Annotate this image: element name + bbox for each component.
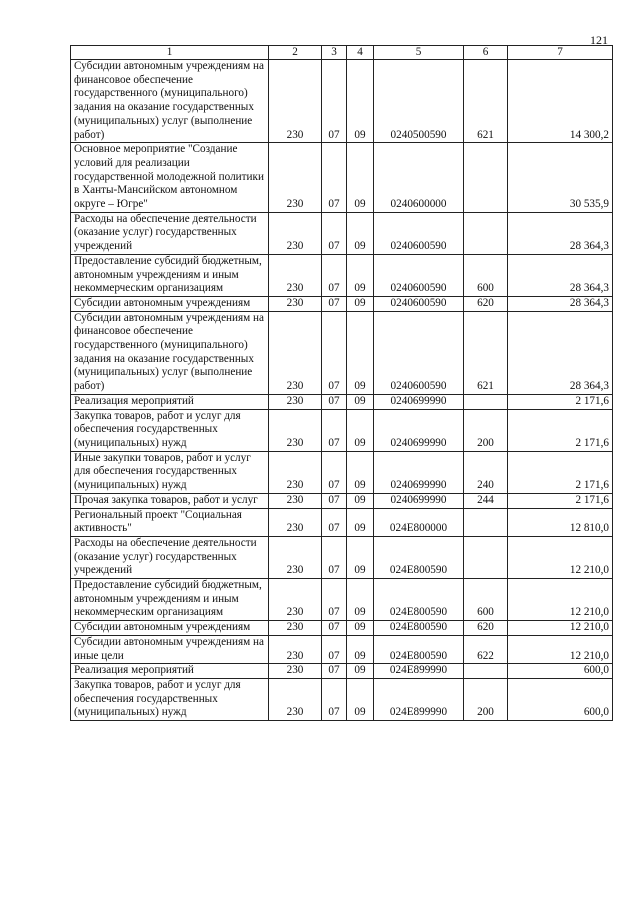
row-name-cell: Реализация мероприятий	[71, 664, 269, 679]
subsection-code-cell: 09	[347, 311, 374, 394]
expense-type-cell	[464, 508, 508, 536]
admin-code-cell: 230	[269, 678, 322, 720]
table-row	[71, 409, 613, 451]
subsection-code-cell: 09	[347, 678, 374, 720]
target-article-cell: 0240699990	[374, 394, 464, 409]
expense-type-cell: 620	[464, 621, 508, 636]
subsection-code-cell: 09	[347, 394, 374, 409]
subsection-code-cell: 09	[347, 635, 374, 663]
section-code-cell: 07	[322, 409, 347, 451]
admin-code-cell: 230	[269, 394, 322, 409]
row-name-cell: Субсидии автономным учреждениям на финансовое обеспечение государственного (муниципального) задания на оказание государственных (муниципальных) услуг (выполнение работ)	[71, 60, 269, 143]
subsection-code-cell: 09	[347, 579, 374, 621]
expense-type-cell: 240	[464, 451, 508, 493]
section-code-cell: 07	[322, 394, 347, 409]
header-row	[71, 46, 613, 60]
header-col-4: 4	[347, 46, 374, 60]
row-name-cell: Субсидии автономным учреждениям	[71, 621, 269, 636]
subsection-code-cell: 09	[347, 212, 374, 254]
row-name-cell: Субсидии автономным учреждениям на финансовое обеспечение государственного (муниципального) задания на оказание государственных (муниципальных) услуг (выполнение работ)	[71, 311, 269, 394]
header-col-7: 7	[508, 46, 613, 60]
admin-code-cell: 230	[269, 621, 322, 636]
row-name-cell: Реализация мероприятий	[71, 394, 269, 409]
row-name-cell: Региональный проект "Социальная активность"	[71, 508, 269, 536]
target-article-cell: 0240600590	[374, 296, 464, 311]
expense-type-cell: 244	[464, 493, 508, 508]
table-row	[71, 60, 613, 143]
table-row	[71, 296, 613, 311]
row-name-cell: Расходы на обеспечение деятельности (оказание услуг) государственных учреждений	[71, 212, 269, 254]
table-row	[71, 254, 613, 296]
subsection-code-cell: 09	[347, 451, 374, 493]
table-row	[71, 579, 613, 621]
target-article-cell: 024E800000	[374, 508, 464, 536]
amount-cell: 30 535,9	[508, 143, 613, 213]
row-name-cell: Закупка товаров, работ и услуг для обеспечения государственных (муниципальных) нужд	[71, 409, 269, 451]
admin-code-cell: 230	[269, 254, 322, 296]
table-row	[71, 451, 613, 493]
amount-cell: 600,0	[508, 664, 613, 679]
amount-cell: 28 364,3	[508, 254, 613, 296]
table-row	[71, 678, 613, 720]
target-article-cell: 024E800590	[374, 621, 464, 636]
table-row	[71, 143, 613, 213]
amount-cell: 28 364,3	[508, 212, 613, 254]
table-row	[71, 212, 613, 254]
expense-type-cell: 620	[464, 296, 508, 311]
amount-cell: 12 210,0	[508, 635, 613, 663]
header-col-5: 5	[374, 46, 464, 60]
subsection-code-cell: 09	[347, 621, 374, 636]
section-code-cell: 07	[322, 212, 347, 254]
section-code-cell: 07	[322, 508, 347, 536]
subsection-code-cell: 09	[347, 409, 374, 451]
admin-code-cell: 230	[269, 409, 322, 451]
subsection-code-cell: 09	[347, 143, 374, 213]
admin-code-cell: 230	[269, 296, 322, 311]
amount-cell: 12 210,0	[508, 621, 613, 636]
subsection-code-cell: 09	[347, 60, 374, 143]
subsection-code-cell: 09	[347, 296, 374, 311]
amount-cell: 2 171,6	[508, 409, 613, 451]
expense-type-cell: 622	[464, 635, 508, 663]
expense-type-cell	[464, 394, 508, 409]
header-col-3: 3	[322, 46, 347, 60]
admin-code-cell: 230	[269, 451, 322, 493]
section-code-cell: 07	[322, 664, 347, 679]
subsection-code-cell: 09	[347, 536, 374, 578]
section-code-cell: 07	[322, 296, 347, 311]
row-name-cell: Предоставление субсидий бюджетным, автономным учреждениям и иным некоммерческим организациям	[71, 254, 269, 296]
table-row	[71, 311, 613, 394]
amount-cell: 28 364,3	[508, 296, 613, 311]
target-article-cell: 0240500590	[374, 60, 464, 143]
expense-type-cell: 621	[464, 60, 508, 143]
section-code-cell: 07	[322, 143, 347, 213]
target-article-cell: 024E800590	[374, 635, 464, 663]
admin-code-cell: 230	[269, 536, 322, 578]
admin-code-cell: 230	[269, 635, 322, 663]
row-name-cell: Основное мероприятие "Создание условий для реализации государственной молодежной политики в Ханты-Мансийском автономном округе – Югре"	[71, 143, 269, 213]
table-row	[71, 635, 613, 663]
target-article-cell: 0240600590	[374, 311, 464, 394]
section-code-cell: 07	[322, 451, 347, 493]
target-article-cell: 0240699990	[374, 493, 464, 508]
header-col-6: 6	[464, 46, 508, 60]
admin-code-cell: 230	[269, 60, 322, 143]
amount-cell: 12 810,0	[508, 508, 613, 536]
admin-code-cell: 230	[269, 493, 322, 508]
section-code-cell: 07	[322, 579, 347, 621]
table-row	[71, 664, 613, 679]
row-name-cell: Субсидии автономным учреждениям на иные цели	[71, 635, 269, 663]
table-row	[71, 493, 613, 508]
row-name-cell: Закупка товаров, работ и услуг для обеспечения государственных (муниципальных) нужд	[71, 678, 269, 720]
amount-cell: 12 210,0	[508, 536, 613, 578]
expense-type-cell	[464, 536, 508, 578]
budget-table	[70, 45, 613, 721]
expense-type-cell: 200	[464, 409, 508, 451]
table-row	[71, 621, 613, 636]
row-name-cell: Иные закупки товаров, работ и услуг для обеспечения государственных (муниципальных) нужд	[71, 451, 269, 493]
admin-code-cell: 230	[269, 143, 322, 213]
amount-cell: 600,0	[508, 678, 613, 720]
expense-type-cell	[464, 212, 508, 254]
target-article-cell: 0240600000	[374, 143, 464, 213]
expense-type-cell: 600	[464, 579, 508, 621]
table-row	[71, 508, 613, 536]
expense-type-cell: 600	[464, 254, 508, 296]
target-article-cell: 0240699990	[374, 451, 464, 493]
subsection-code-cell: 09	[347, 508, 374, 536]
table-row	[71, 536, 613, 578]
section-code-cell: 07	[322, 536, 347, 578]
amount-cell: 2 171,6	[508, 394, 613, 409]
table-row	[71, 394, 613, 409]
expense-type-cell	[464, 664, 508, 679]
row-name-cell: Предоставление субсидий бюджетным, автономным учреждениям и иным некоммерческим организациям	[71, 579, 269, 621]
row-name-cell: Прочая закупка товаров, работ и услуг	[71, 493, 269, 508]
amount-cell: 28 364,3	[508, 311, 613, 394]
amount-cell: 2 171,6	[508, 493, 613, 508]
section-code-cell: 07	[322, 635, 347, 663]
subsection-code-cell: 09	[347, 493, 374, 508]
expense-type-cell: 200	[464, 678, 508, 720]
section-code-cell: 07	[322, 254, 347, 296]
header-col-1: 1	[71, 46, 269, 60]
target-article-cell: 024E800590	[374, 579, 464, 621]
target-article-cell: 024E899990	[374, 664, 464, 679]
amount-cell: 14 300,2	[508, 60, 613, 143]
target-article-cell: 0240699990	[374, 409, 464, 451]
row-name-cell: Расходы на обеспечение деятельности (оказание услуг) государственных учреждений	[71, 536, 269, 578]
amount-cell: 2 171,6	[508, 451, 613, 493]
header-col-2: 2	[269, 46, 322, 60]
target-article-cell: 024E899990	[374, 678, 464, 720]
admin-code-cell: 230	[269, 212, 322, 254]
expense-type-cell: 621	[464, 311, 508, 394]
admin-code-cell: 230	[269, 508, 322, 536]
target-article-cell: 024E800590	[374, 536, 464, 578]
admin-code-cell: 230	[269, 579, 322, 621]
page-number: 121	[590, 33, 608, 47]
admin-code-cell: 230	[269, 664, 322, 679]
target-article-cell: 0240600590	[374, 212, 464, 254]
section-code-cell: 07	[322, 311, 347, 394]
subsection-code-cell: 09	[347, 254, 374, 296]
row-name-cell: Субсидии автономным учреждениям	[71, 296, 269, 311]
section-code-cell: 07	[322, 621, 347, 636]
section-code-cell: 07	[322, 678, 347, 720]
amount-cell: 12 210,0	[508, 579, 613, 621]
subsection-code-cell: 09	[347, 664, 374, 679]
admin-code-cell: 230	[269, 311, 322, 394]
section-code-cell: 07	[322, 493, 347, 508]
target-article-cell: 0240600590	[374, 254, 464, 296]
expense-type-cell	[464, 143, 508, 213]
section-code-cell: 07	[322, 60, 347, 143]
